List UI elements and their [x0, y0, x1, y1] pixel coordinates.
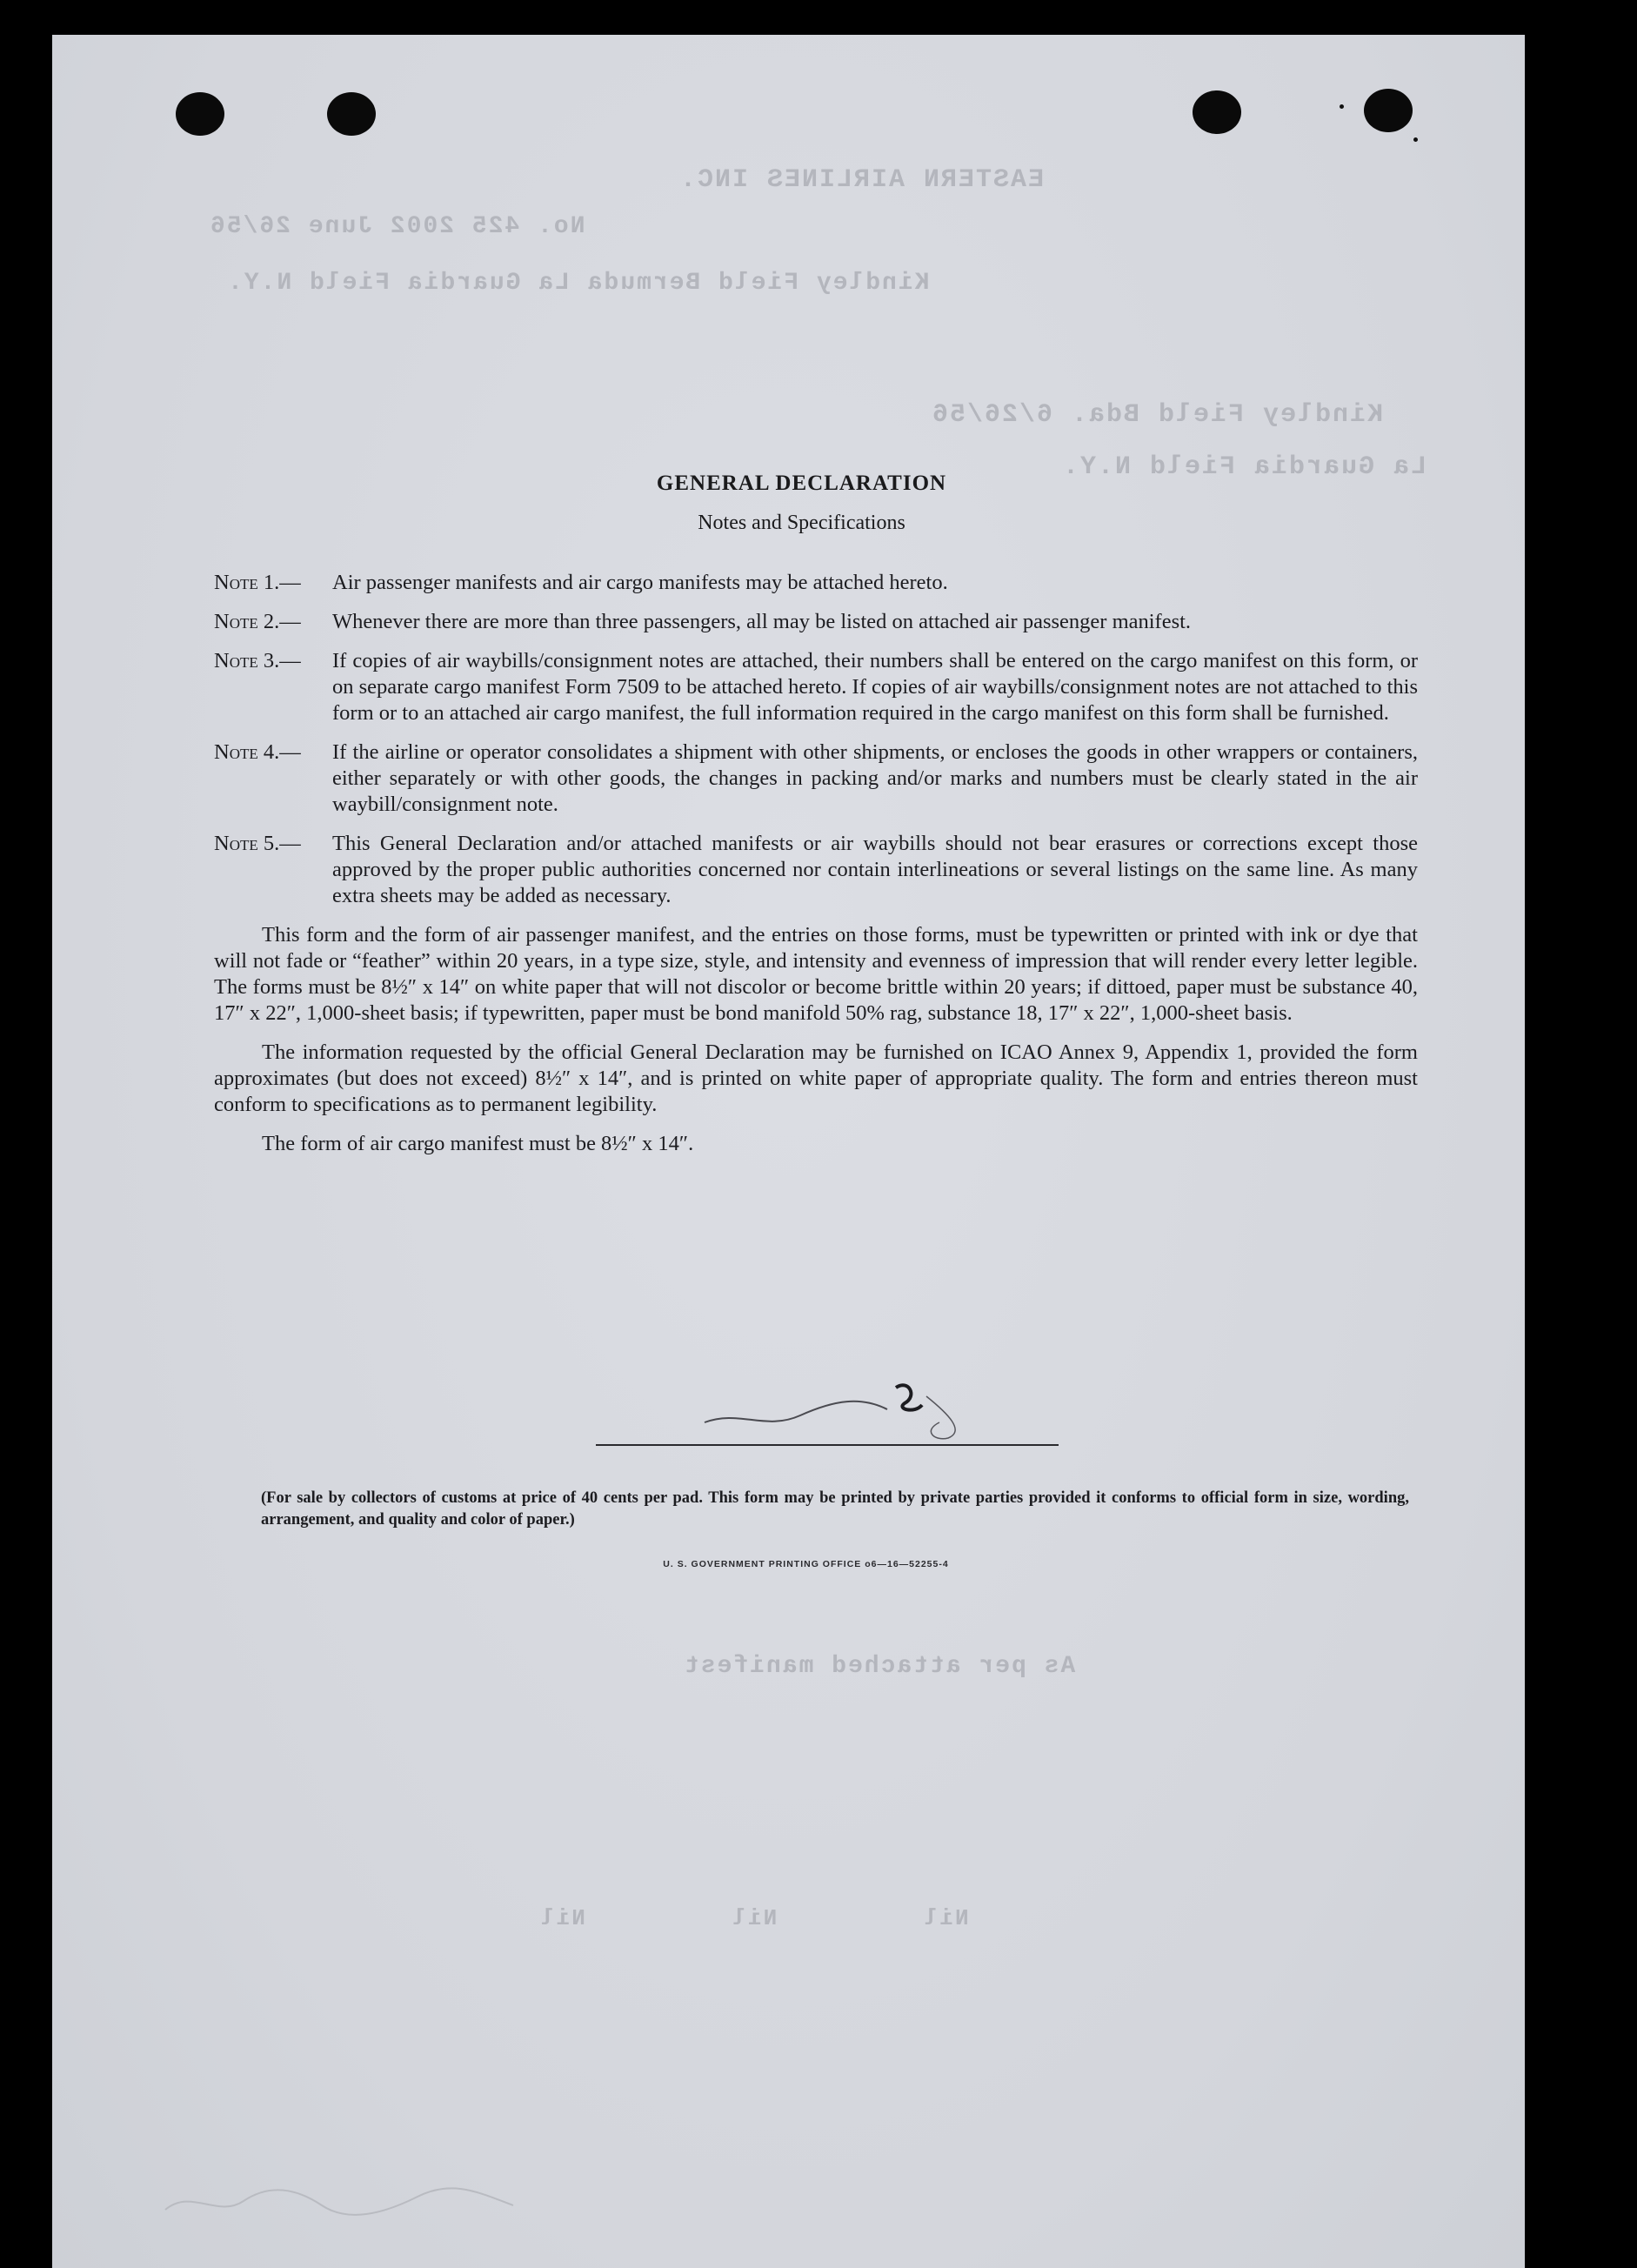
note-item: [214, 609, 1418, 635]
paragraph-icao: The information requested by the official General Declaration may be furnished on ICAO Annex 9, Appendix 1, provided the form approximates (but does not exceed) 8½″ x 14″, and is printed on white paper of appropriate quality. The form and entries thereon must conform to specifications as to permanent legibility.: [214, 1040, 1418, 1116]
paragraph-typewriting-spec: This form and the form of air passenger manifest, and the entries on those forms, must be typewritten or printed with ink or dye that will not fade or “feather” within 20 years, in a type size, style, and intensity and evenness of impression that will render every letter legible. The forms must be 8½″ x 14″ on white paper that will not discolor or become brittle within 20 years; if dittoed, paper must be substance 40, 17″ x 22″, 1,000-sheet basis; if typewritten, paper must be bond manifold 50% rag, substance 18, 17″ x 22″, 1,000-sheet basis.: [214, 923, 1418, 1025]
printing-office-line: U. S. GOVERNMENT PRINTING OFFICE o6—16—52255-4: [663, 1559, 949, 1569]
punch-hole: [176, 92, 224, 136]
note-text: This General Declaration and/or attached manifests or air waybills should not bear erasures or corrections except those approved by the proper public authorities concerned nor contain interlineations or several listings on the same line. As many extra sheets may be added as necessary.: [332, 832, 1418, 907]
paragraph-cargo-manifest-size: The form of air cargo manifest must be 8½″ x 14″.: [262, 1132, 694, 1155]
note-label: Note 3.—: [214, 649, 301, 672]
note-label: Note 1.—: [214, 571, 301, 594]
notes-section: [214, 570, 1418, 1157]
punch-hole: [1364, 89, 1413, 132]
note-item: [214, 739, 1418, 818]
note-label: Note 4.—: [214, 740, 301, 764]
show-through-route: Kindley Field Bermuda La Guardia Field N.Y.: [226, 270, 930, 297]
note-text: If the airline or operator consolidates a shipment with other shipments, or encloses the goods in other wrappers or containers, either separately or with other goods, the changes in packing and/or marks and numbers must be clearly stated in the air waybill/consignment note.: [332, 740, 1418, 816]
show-through-stop-2: La Guardia Field N.Y.: [1061, 452, 1427, 482]
signature-scribble: [687, 1361, 974, 1440]
note-text: If copies of air waybills/consignment notes are attached, their numbers shall be entered on the cargo manifest on this form, or on separate cargo manifest Form 7509 to be attached hereto. If copies of air waybills/consignment notes are not attached to this form or to an attached air cargo manifest, the full information required in the cargo manifest on this form shall be furnished.: [332, 649, 1418, 725]
document-page: [52, 35, 1525, 2268]
punch-hole: [327, 92, 376, 136]
show-through-flight: No. 425 2002 June 26/56: [209, 213, 585, 240]
note-label: Note 2.—: [214, 610, 301, 633]
speck: [1413, 137, 1418, 142]
note-text: Whenever there are more than three passengers, all may be listed on attached air passenger manifest.: [332, 610, 1192, 633]
note-item: [214, 831, 1418, 909]
speck: [1340, 104, 1344, 109]
faint-signature-bleed: [157, 2171, 522, 2231]
footnote-sale: (For sale by collectors of customs at price of 40 cents per pad. This form may be printed by private parties provided it conforms to official form in size, wording, arrangement, and quality and color of paper.): [261, 1489, 1409, 1529]
note-label: Note 5.—: [214, 832, 301, 855]
page-subtitle: Notes and Specifications: [698, 512, 905, 534]
note-text: Air passenger manifests and air cargo manifests may be attached hereto.: [332, 571, 948, 594]
note-item: [214, 570, 1418, 596]
show-through-manifest: As per attached manifest: [683, 1653, 1076, 1680]
punch-hole: [1193, 90, 1241, 134]
page-title: GENERAL DECLARATION: [656, 472, 947, 495]
note-item: [214, 648, 1418, 726]
show-through-airline: EASTERN AIRLINES INC.: [678, 165, 1045, 195]
show-through-nil: Nil Nil Nil: [539, 1905, 969, 1931]
show-through-stop-1: Kindley Field Bda. 6/26/56: [931, 400, 1384, 430]
divider-line: [596, 1444, 1059, 1446]
